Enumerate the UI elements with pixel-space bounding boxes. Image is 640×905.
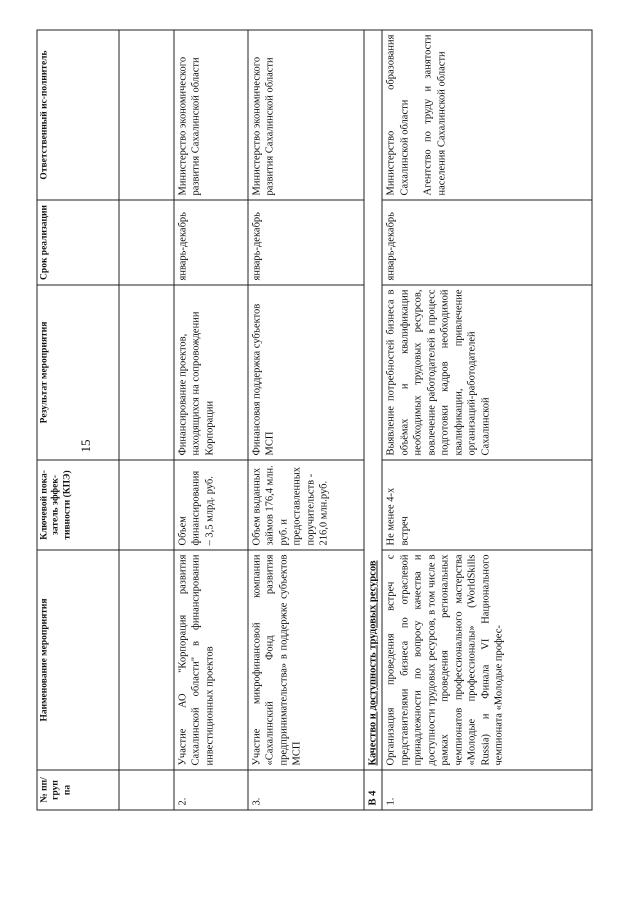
row-name: Участие микрофинансовой компании «Сахалинский Фонд развития предпринимательства» в поддержке субъектов МСП xyxy=(248,550,364,770)
row-result: Выявление потребностей бизнеса в объёмах и квалификации необходимых трудовых ресурсов, вовлечение работодателей в процесс подготовки кадров необходимой квалификации, привлечение организаций-работодателей Сахалинской xyxy=(382,285,592,460)
row-result: Финансирование проектов, находящихся на сопровождении Корпорации xyxy=(174,285,248,460)
row-number: 3. xyxy=(248,770,364,810)
row-term: январь-декабрь xyxy=(174,200,248,285)
row-kpi: Объем выданных займов 176,4 млн. руб. и предоставленных поручительств - 216,0 млн.руб. xyxy=(248,460,364,550)
header-name: Наименование мероприятия xyxy=(37,550,119,770)
table-spacer-row xyxy=(119,30,174,810)
header-resp: Ответственный ис-полнитель xyxy=(37,30,119,200)
row-number: 1. xyxy=(382,770,592,810)
measures-table xyxy=(37,30,593,811)
table-row xyxy=(248,30,364,810)
page-number: 15 xyxy=(78,439,93,453)
row-resp: Министерство экономического развития Сахалинской области xyxy=(174,30,248,200)
row-name: Организация проведения встреч с представителями бизнеса по отраслевой принадлежности по вопросу качества и доступности трудовых ресурсов, в том числе в рамках проведения региональных чемпионатов профессионального мастерства «Молодые профессионалы» (WorldSkills Russia) и Финала VI Национального чемпионата «Молодые профес- xyxy=(382,550,592,770)
table-row xyxy=(382,30,592,810)
row-number: 2. xyxy=(174,770,248,810)
table-header-row xyxy=(37,30,119,810)
header-result: Результат мероприятия xyxy=(37,285,119,460)
header-num: № пп/ груп па xyxy=(37,770,119,810)
row-kpi: Не менее 4-х встреч xyxy=(382,460,592,550)
header-term: Срок реализации xyxy=(37,200,119,285)
row-term: январь-декабрь xyxy=(248,200,364,285)
section-code: В 4 xyxy=(364,770,382,810)
row-resp: Министерство экономического развития Сахалинской области xyxy=(248,30,364,200)
header-kpi: Ключевой пока-затель эффек-тивности (КПЭ) xyxy=(37,460,119,550)
row-kpi: Объем финансирования – 3,5 млрд. руб. xyxy=(174,460,248,550)
row-resp-primary: Министерство образования Сахалинской области xyxy=(385,34,411,196)
table-row xyxy=(174,30,248,810)
rotated-table-page xyxy=(37,31,610,811)
row-result: Финансовая поддержка субъектов МСП xyxy=(248,285,364,460)
row-name: Участие АО "Корпорация развития Сахалинской области" в финансировании инвестиционных проектов xyxy=(174,550,248,770)
row-resp xyxy=(382,30,592,200)
row-term: январь-декабрь xyxy=(382,200,592,285)
section-row xyxy=(364,30,382,810)
section-title: Качество и доступность трудовых ресурсов xyxy=(367,560,379,766)
row-resp-secondary: Агентство по труду и занятости населения Сахалинской области xyxy=(422,34,448,196)
